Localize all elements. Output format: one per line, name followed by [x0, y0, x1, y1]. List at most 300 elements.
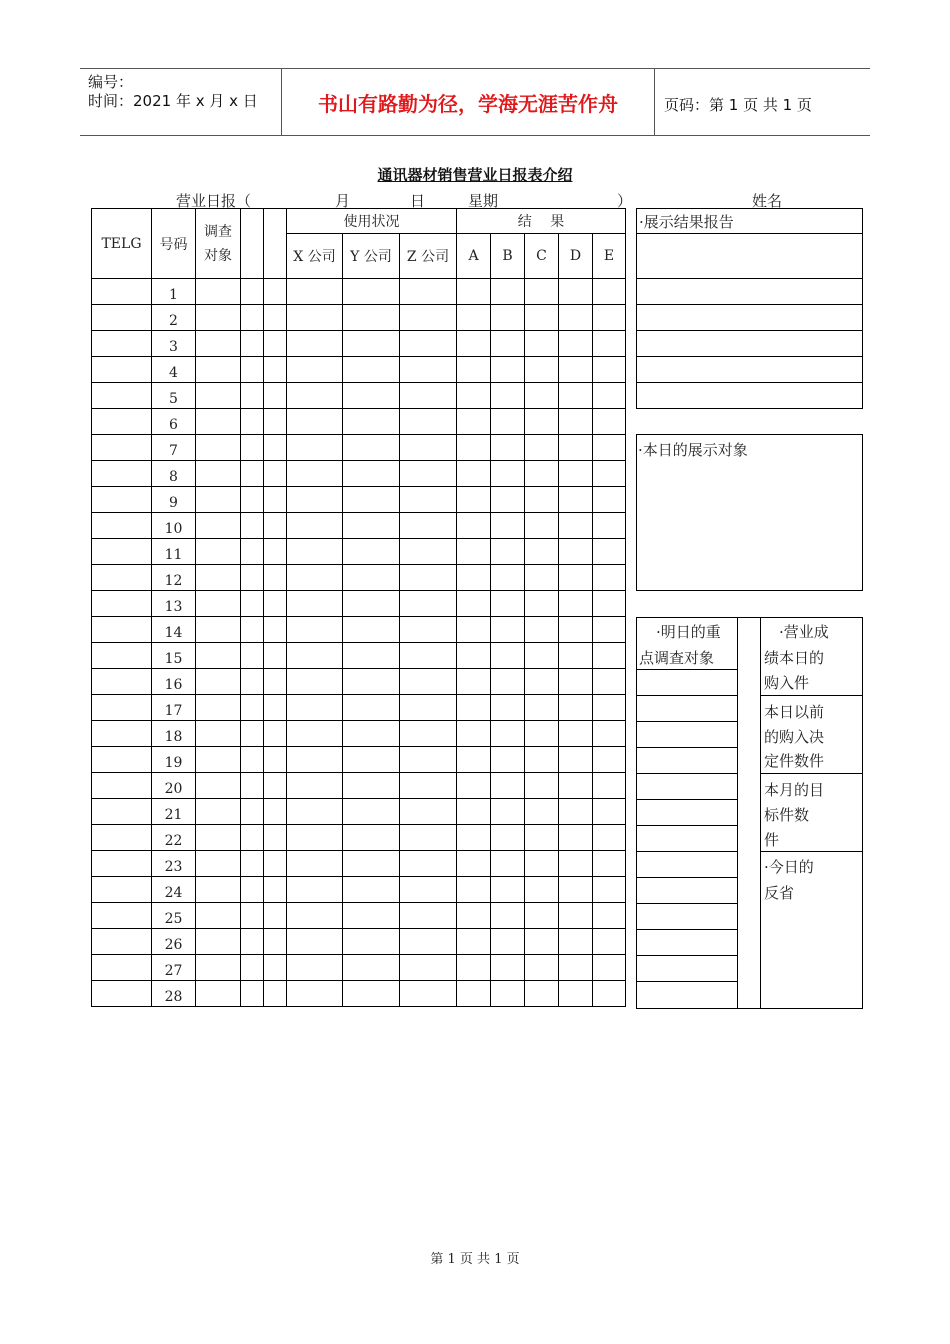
- tomorrow-focus-row-rule: [636, 903, 737, 904]
- table-cell: [196, 305, 241, 331]
- table-row: [92, 539, 626, 565]
- table-row: [92, 279, 626, 305]
- table-cell: [525, 565, 559, 591]
- table-cell: [559, 383, 593, 409]
- result-col-b: B: [491, 234, 525, 279]
- table-cell: [525, 773, 559, 799]
- sales-today-label-line3: 购入件: [764, 674, 810, 692]
- table-cell: [241, 487, 264, 513]
- table-cell: [593, 669, 626, 695]
- table-cell: [525, 331, 559, 357]
- showcase-report-cell: [637, 305, 863, 331]
- row-number: 9: [152, 487, 196, 513]
- row-number: 23: [152, 851, 196, 877]
- table-cell: [400, 487, 457, 513]
- table-cell: [264, 903, 287, 929]
- today-reflection-label-line2: 反省: [764, 884, 795, 902]
- table-cell: [400, 591, 457, 617]
- table-cell: [196, 643, 241, 669]
- row-number: 3: [152, 331, 196, 357]
- row-number: 27: [152, 955, 196, 981]
- table-cell: [400, 669, 457, 695]
- table-cell: [92, 383, 152, 409]
- usage-col-y: Y 公司: [343, 234, 400, 279]
- table-cell: [525, 903, 559, 929]
- table-cell: [457, 487, 491, 513]
- table-cell: [287, 981, 343, 1007]
- table-cell: [593, 487, 626, 513]
- table-cell: [287, 591, 343, 617]
- table-cell: [559, 357, 593, 383]
- page-indicator: 页码：第 1 页 共 1 页: [664, 96, 812, 114]
- table-cell: [491, 929, 525, 955]
- table-cell: [343, 747, 400, 773]
- row-number: 2: [152, 305, 196, 331]
- table-cell: [264, 435, 287, 461]
- row-number: 21: [152, 799, 196, 825]
- tomorrow-focus-row-rule: [636, 877, 737, 878]
- table-row: [92, 877, 626, 903]
- table-cell: [196, 877, 241, 903]
- table-cell: [559, 929, 593, 955]
- table-cell: [559, 903, 593, 929]
- table-cell: [593, 331, 626, 357]
- table-cell: [457, 435, 491, 461]
- table-row: [92, 903, 626, 929]
- weekday-label: 星期: [468, 192, 499, 210]
- table-cell: [593, 747, 626, 773]
- table-cell: [92, 981, 152, 1007]
- table-cell: [559, 695, 593, 721]
- table-cell: [457, 669, 491, 695]
- table-cell: [287, 565, 343, 591]
- table-cell: [593, 591, 626, 617]
- table-cell: [196, 383, 241, 409]
- row-number: 1: [152, 279, 196, 305]
- monthly-target-label-line1: 本月的目: [764, 781, 825, 799]
- table-cell: [491, 331, 525, 357]
- table-cell: [525, 279, 559, 305]
- table-row: [92, 409, 626, 435]
- tomorrow-focus-row-rule: [636, 825, 737, 826]
- table-cell: [241, 331, 264, 357]
- table-cell: [525, 825, 559, 851]
- table-cell: [525, 669, 559, 695]
- table-cell: [241, 903, 264, 929]
- table-cell: [491, 305, 525, 331]
- page-title: 通讯器材销售营业日报表介绍: [377, 166, 573, 184]
- table-cell: [491, 643, 525, 669]
- table-cell: [196, 409, 241, 435]
- header-divider: [654, 68, 655, 136]
- table-cell: [92, 539, 152, 565]
- table-cell: [343, 487, 400, 513]
- table-cell: [92, 305, 152, 331]
- table-cell: [196, 461, 241, 487]
- table-cell: [343, 617, 400, 643]
- table-cell: [287, 435, 343, 461]
- table-cell: [593, 955, 626, 981]
- table-cell: [457, 877, 491, 903]
- table-cell: [525, 643, 559, 669]
- table-cell: [457, 461, 491, 487]
- column-header-survey: [196, 209, 241, 279]
- table-row: [92, 851, 626, 877]
- table-cell: [241, 461, 264, 487]
- table-cell: [525, 409, 559, 435]
- table-cell: [457, 773, 491, 799]
- table-cell: [343, 279, 400, 305]
- table-cell: [343, 461, 400, 487]
- table-cell: [92, 409, 152, 435]
- table-cell: [92, 669, 152, 695]
- table-cell: [241, 955, 264, 981]
- column-header-survey-line2: 对象: [204, 247, 232, 264]
- row-number: 13: [152, 591, 196, 617]
- showcase-report-table: [636, 208, 863, 409]
- table-cell: [264, 383, 287, 409]
- table-row: [92, 669, 626, 695]
- table-cell: [241, 877, 264, 903]
- table-cell: [559, 513, 593, 539]
- table-row: [92, 487, 626, 513]
- table-cell: [196, 435, 241, 461]
- table-cell: [287, 357, 343, 383]
- table-cell: [491, 513, 525, 539]
- tomorrow-focus-row-rule: [636, 981, 737, 982]
- table-cell: [241, 383, 264, 409]
- table-cell: [457, 279, 491, 305]
- table-cell: [241, 409, 264, 435]
- table-cell: [343, 877, 400, 903]
- table-cell: [559, 305, 593, 331]
- bottom-right-divider: [737, 617, 738, 1009]
- tomorrow-focus-label-line2: 点调查对象: [639, 649, 715, 667]
- table-cell: [457, 539, 491, 565]
- table-cell: [491, 565, 525, 591]
- table-cell: [559, 669, 593, 695]
- table-cell: [343, 695, 400, 721]
- table-row: [92, 929, 626, 955]
- table-cell: [264, 773, 287, 799]
- table-cell: [92, 617, 152, 643]
- monthly-target-label-line3: 件: [764, 831, 780, 849]
- usage-col-x: X 公司: [287, 234, 343, 279]
- table-cell: [457, 955, 491, 981]
- table-cell: [92, 773, 152, 799]
- table-cell: [400, 435, 457, 461]
- column-header-number: 号码: [152, 209, 196, 279]
- showcase-report-cell: [637, 331, 863, 357]
- table-cell: [287, 305, 343, 331]
- table-cell: [196, 669, 241, 695]
- table-cell: [559, 487, 593, 513]
- row-number: 8: [152, 461, 196, 487]
- table-row: [92, 617, 626, 643]
- day-label: 日: [410, 192, 426, 210]
- row-number: 15: [152, 643, 196, 669]
- table-cell: [559, 591, 593, 617]
- showcase-report-cell: [637, 383, 863, 409]
- month-label: 月: [335, 192, 351, 210]
- result-col-c: C: [525, 234, 559, 279]
- table-cell: [559, 279, 593, 305]
- table-cell: [92, 643, 152, 669]
- row-number: 14: [152, 617, 196, 643]
- table-row: [92, 955, 626, 981]
- table-cell: [400, 903, 457, 929]
- table-cell: [400, 643, 457, 669]
- table-cell: [457, 903, 491, 929]
- table-cell: [264, 279, 287, 305]
- table-cell: [457, 721, 491, 747]
- table-cell: [264, 305, 287, 331]
- table-cell: [241, 747, 264, 773]
- table-cell: [343, 331, 400, 357]
- table-cell: [287, 877, 343, 903]
- table-cell: [264, 825, 287, 851]
- table-cell: [457, 383, 491, 409]
- table-cell: [287, 331, 343, 357]
- table-cell: [593, 513, 626, 539]
- table-cell: [287, 643, 343, 669]
- table-cell: [457, 851, 491, 877]
- prior-purchase-label-line1: 本日以前: [764, 703, 825, 721]
- table-cell: [92, 591, 152, 617]
- table-cell: [287, 669, 343, 695]
- table-cell: [457, 617, 491, 643]
- table-cell: [241, 279, 264, 305]
- table-cell: [287, 825, 343, 851]
- table-cell: [491, 669, 525, 695]
- table-cell: [196, 331, 241, 357]
- table-cell: [559, 747, 593, 773]
- table-cell: [593, 877, 626, 903]
- table-cell: [491, 461, 525, 487]
- table-cell: [343, 383, 400, 409]
- table-cell: [196, 773, 241, 799]
- table-cell: [92, 877, 152, 903]
- table-cell: [196, 539, 241, 565]
- table-cell: [457, 643, 491, 669]
- table-cell: [264, 669, 287, 695]
- table-cell: [264, 591, 287, 617]
- table-cell: [196, 929, 241, 955]
- table-cell: [593, 851, 626, 877]
- table-cell: [264, 643, 287, 669]
- table-cell: [525, 695, 559, 721]
- table-cell: [491, 825, 525, 851]
- table-cell: [287, 929, 343, 955]
- row-number: 26: [152, 929, 196, 955]
- table-cell: [593, 617, 626, 643]
- table-cell: [525, 591, 559, 617]
- tomorrow-focus-row-rule: [636, 955, 737, 956]
- table-cell: [593, 825, 626, 851]
- table-cell: [400, 825, 457, 851]
- table-cell: [196, 279, 241, 305]
- table-cell: [491, 695, 525, 721]
- table-cell: [457, 695, 491, 721]
- row-number: 11: [152, 539, 196, 565]
- table-cell: [196, 747, 241, 773]
- table-cell: [593, 383, 626, 409]
- table-cell: [241, 929, 264, 955]
- table-cell: [525, 461, 559, 487]
- table-cell: [400, 513, 457, 539]
- table-cell: [525, 877, 559, 903]
- table-cell: [287, 903, 343, 929]
- table-cell: [241, 825, 264, 851]
- table-cell: [343, 929, 400, 955]
- tomorrow-focus-row-rule: [636, 773, 737, 774]
- table-row: [92, 331, 626, 357]
- table-cell: [593, 357, 626, 383]
- table-cell: [525, 435, 559, 461]
- table-cell: [400, 721, 457, 747]
- table-cell: [559, 643, 593, 669]
- table-cell: [559, 773, 593, 799]
- table-cell: [343, 955, 400, 981]
- table-cell: [241, 357, 264, 383]
- table-cell: [264, 695, 287, 721]
- table-cell: [343, 435, 400, 461]
- table-cell: [196, 851, 241, 877]
- showcase-report-cell: [637, 357, 863, 383]
- table-cell: [92, 695, 152, 721]
- table-cell: [92, 955, 152, 981]
- table-cell: [264, 851, 287, 877]
- table-cell: [525, 305, 559, 331]
- table-cell: [92, 513, 152, 539]
- table-cell: [559, 825, 593, 851]
- table-cell: [593, 721, 626, 747]
- table-cell: [400, 279, 457, 305]
- table-cell: [457, 513, 491, 539]
- table-row: [92, 825, 626, 851]
- table-cell: [457, 331, 491, 357]
- table-cell: [400, 877, 457, 903]
- table-cell: [491, 955, 525, 981]
- table-cell: [400, 851, 457, 877]
- sales-today-label-line2: 绩本日的: [764, 649, 825, 667]
- table-cell: [343, 721, 400, 747]
- table-cell: [593, 981, 626, 1007]
- table-cell: [525, 513, 559, 539]
- table-cell: [241, 643, 264, 669]
- table-row: [92, 695, 626, 721]
- table-cell: [593, 435, 626, 461]
- header-motto: 书山有路勤为径，学海无涯苦作舟: [318, 92, 618, 116]
- table-cell: [343, 565, 400, 591]
- table-cell: [525, 721, 559, 747]
- table-cell: [525, 617, 559, 643]
- table-cell: [287, 513, 343, 539]
- prior-purchase-label-line2: 的购入决: [764, 728, 825, 746]
- table-cell: [343, 981, 400, 1007]
- table-cell: [525, 487, 559, 513]
- table-cell: [400, 799, 457, 825]
- table-cell: [287, 383, 343, 409]
- table-cell: [457, 825, 491, 851]
- prior-purchase-label-line3: 定件数件: [764, 752, 825, 770]
- table-cell: [264, 331, 287, 357]
- table-cell: [264, 929, 287, 955]
- row-number: 6: [152, 409, 196, 435]
- table-cell: [241, 799, 264, 825]
- table-row: [92, 357, 626, 383]
- table-cell: [491, 851, 525, 877]
- table-cell: [92, 331, 152, 357]
- table-cell: [457, 929, 491, 955]
- table-cell: [241, 565, 264, 591]
- table-cell: [559, 877, 593, 903]
- result-col-e: E: [593, 234, 626, 279]
- row-number: 16: [152, 669, 196, 695]
- table-cell: [196, 357, 241, 383]
- row-number: 20: [152, 773, 196, 799]
- table-cell: [92, 435, 152, 461]
- tomorrow-focus-row-rule: [636, 747, 737, 748]
- table-cell: [491, 721, 525, 747]
- table-row: [92, 643, 626, 669]
- table-cell: [287, 851, 343, 877]
- monthly-target-label-line2: 标件数: [764, 806, 810, 824]
- row-number: 28: [152, 981, 196, 1007]
- table-cell: [92, 279, 152, 305]
- table-cell: [343, 799, 400, 825]
- bottom-right-box: [636, 617, 863, 1009]
- blank-header-cell: [264, 209, 287, 279]
- row-number: 25: [152, 903, 196, 929]
- table-cell: [559, 799, 593, 825]
- table-cell: [196, 721, 241, 747]
- table-cell: [400, 747, 457, 773]
- table-cell: [457, 565, 491, 591]
- table-cell: [457, 305, 491, 331]
- table-cell: [491, 279, 525, 305]
- table-cell: [593, 279, 626, 305]
- table-cell: [343, 591, 400, 617]
- table-row: [92, 565, 626, 591]
- table-cell: [593, 773, 626, 799]
- table-cell: [264, 513, 287, 539]
- table-cell: [525, 357, 559, 383]
- row-number: 18: [152, 721, 196, 747]
- table-cell: [559, 617, 593, 643]
- table-cell: [491, 981, 525, 1007]
- tomorrow-focus-row-rule: [636, 851, 737, 852]
- table-cell: [343, 357, 400, 383]
- column-header-telg: TELG: [92, 209, 152, 279]
- table-cell: [92, 929, 152, 955]
- table-row: [92, 773, 626, 799]
- table-cell: [343, 851, 400, 877]
- table-cell: [241, 591, 264, 617]
- table-cell: [287, 487, 343, 513]
- table-cell: [525, 747, 559, 773]
- row-number: 19: [152, 747, 196, 773]
- table-cell: [196, 591, 241, 617]
- table-cell: [525, 539, 559, 565]
- table-cell: [264, 539, 287, 565]
- table-cell: [196, 565, 241, 591]
- result-col-a: A: [457, 234, 491, 279]
- table-cell: [287, 461, 343, 487]
- table-cell: [491, 435, 525, 461]
- table-cell: [241, 851, 264, 877]
- daily-report-label: 营业日报（: [176, 192, 252, 210]
